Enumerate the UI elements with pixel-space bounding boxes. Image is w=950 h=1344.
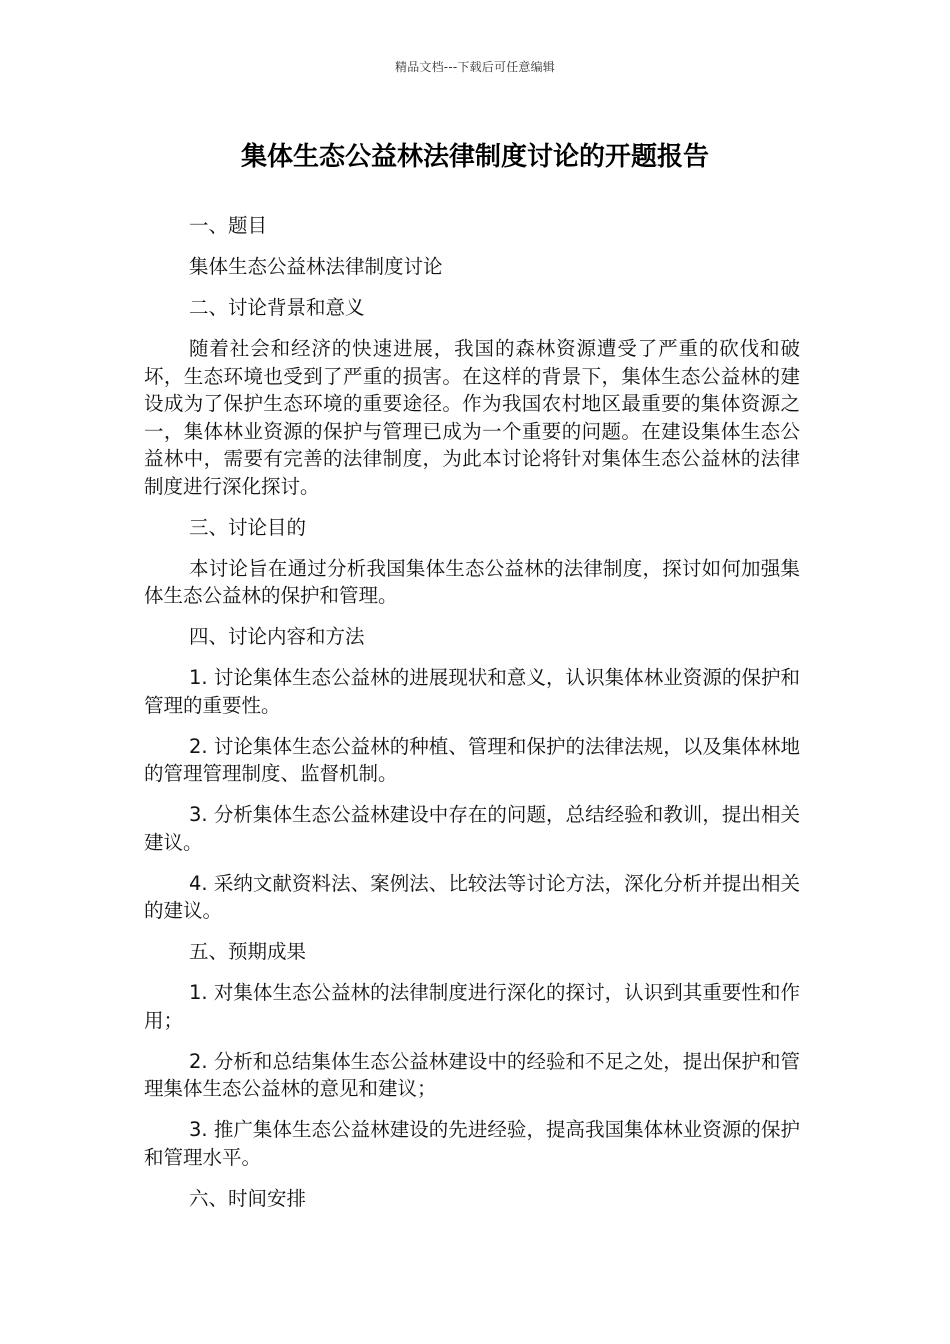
section-heading-purpose: 三、讨论目的 [189,515,307,539]
section-heading-expected-results: 五、预期成果 [189,940,307,963]
section-heading-background: 二、讨论背景和意义 [189,296,365,319]
list-item: 2. 分析和总结集体生态公益林建设中的经验和不足之处，提出保护和管理集体生态公益林的意见和建议； [144,1049,800,1100]
header-note: 精品文档---下载后可任意编辑 [395,60,555,74]
list-item: 2. 讨论集体生态公益林的种植、管理和保护的法律法规，以及集体林地的管理管理制度、监督机制。 [144,734,800,785]
section-heading-content-method: 四、讨论内容和方法 [189,625,365,648]
section-body-topic: 集体生态公益林法律制度讨论 [189,255,443,278]
list-item: 3. 推广集体生态公益林建设的先进经验，提高我国集体林业资源的保护和管理水平。 [144,1118,800,1169]
list-item: 3. 分析集体生态公益林建设中存在的问题，总结经验和教训，提出相关建议。 [144,803,800,854]
list-item: 1. 对集体生态公益林的法律制度进行深化的探讨，认识到其重要性和作用； [144,981,800,1032]
document-title: 集体生态公益林法律制度讨论的开题报告 [240,142,709,172]
document-body [144,212,800,1226]
section-body-background: 随着社会和经济的快速进展，我国的森林资源遭受了严重的砍伐和破坏，生态环境也受到了严重的损害。在这样的背景下，集体生态公益林的建设成为了保护生态环境的重要途径。作为我国农村地区最重要的集体资源之一，集体林业资源的保护与管理已成为一个重要的问题。在建设集体生态公益林中，需要有完善的法律制度，为此本讨论将针对集体生态公益林的法律制度进行深化探讨。 [144,337,800,498]
list-item: 1. 讨论集体生态公益林的进展现状和意义，认识集体林业资源的保护和管理的重要性。 [144,666,800,717]
section-body-purpose: 本讨论旨在通过分析我国集体生态公益林的法律制度，探讨如何加强集体生态公益林的保护和管理。 [144,556,800,607]
section-heading-topic: 一、题目 [189,214,268,237]
list-item: 4. 采纳文献资料法、案例法、比较法等讨论方法，深化分析并提出相关的建议。 [144,871,800,922]
section-heading-schedule: 六、时间安排 [189,1186,307,1210]
